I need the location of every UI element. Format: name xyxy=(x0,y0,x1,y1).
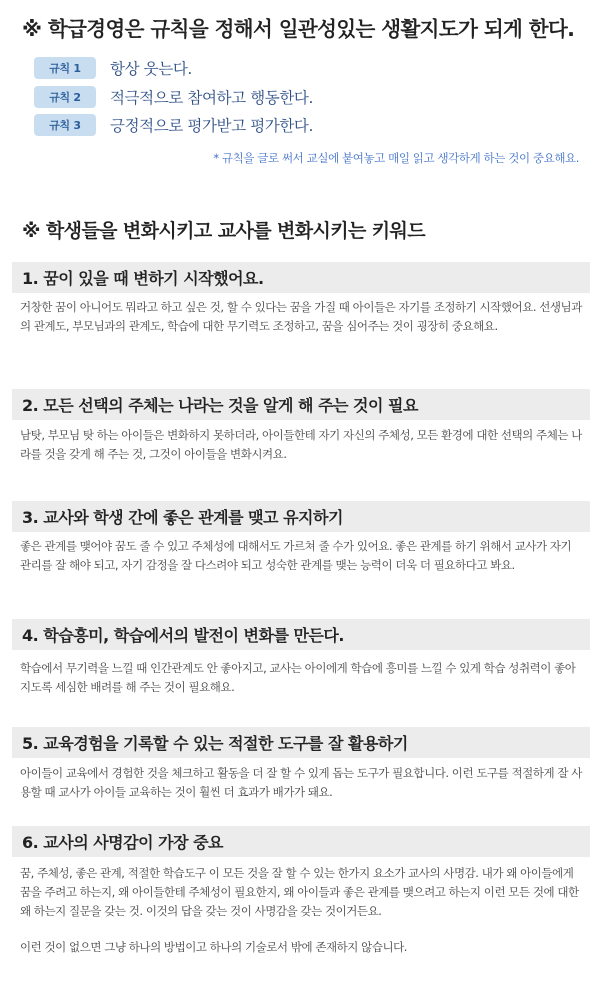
section-body-3 xyxy=(20,537,585,575)
section-paragraph: 아이들이 교육에서 경험한 것을 체크하고 활동을 더 잘 할 수 있게 돕는 도구가 필요합니다. 이런 도구를 적절하게 잘 사용할 때 교사가 아이들 교육하는 것이 훨씬 더 효과가 배가가 돼요. xyxy=(20,766,582,799)
section-body-2 xyxy=(20,426,585,464)
rule-text: 적극적으로 참여하고 행동한다. xyxy=(110,89,314,107)
rule-item-2 xyxy=(34,86,313,108)
section-body-1 xyxy=(20,298,585,336)
section-title-5: 5. 교육경험을 기록할 수 있는 적절한 도구를 잘 활용하기 xyxy=(12,727,590,758)
section-title-6: 6. 교사의 사명감이 가장 중요 xyxy=(12,826,590,857)
section-title-2: 2. 모든 선택의 주체는 나라는 것을 알게 해 주는 것이 필요 xyxy=(12,389,590,420)
section-paragraph: 좋은 관계를 맺어야 꿈도 줄 수 있고 주체성에 대해서도 가르쳐 줄 수가 있어요. 좋은 관계를 하기 위해서 교사가 자기 관리를 잘 해야 되고, 자기 감정을 잘 다스려야 되고 성숙한 관계를 맺는 능력이 더욱 더 필요하다고 봐요. xyxy=(20,539,572,572)
section-paragraph: 거창한 꿈이 아니어도 뭐라고 하고 싶은 것, 할 수 있다는 꿈을 가질 때 아이들은 자기를 조정하기 시작했어요. 선생님과의 관계도, 부모님과의 관계도, 학습에 대한 무기력도 조정하고, 꿈을 심어주는 것이 굉장히 중요해요. xyxy=(20,300,582,333)
section-paragraph: 남탓, 부모님 탓 하는 아이들은 변화하지 못하더라, 아이들한테 자기 자신의 주체성, 모든 환경에 대한 선택의 주체는 나라를 것을 갖게 해 주는 것, 그것이 아이들을 변화시켜요. xyxy=(20,428,582,461)
heading-keywords: ※ 학생들을 변화시키고 교사를 변화시키는 키워드 xyxy=(22,220,426,242)
heading-rules: ※ 학급경영은 규칙을 정해서 일관성있는 생활지도가 되게 한다. xyxy=(22,17,575,41)
rule-badge: 규칙 2 xyxy=(34,86,96,108)
section-title-3: 3. 교사와 학생 간에 좋은 관계를 맺고 유지하기 xyxy=(12,501,590,532)
section-title-4: 4. 학습흥미, 학습에서의 발전이 변화를 만든다. xyxy=(12,619,590,650)
rule-item-1 xyxy=(34,57,192,79)
rule-badge: 규칙 1 xyxy=(34,57,96,79)
section-paragraph: 학습에서 무기력을 느낄 때 인간관계도 안 좋아지고, 교사는 아이에게 학습에 흥미를 느낄 수 있게 학습 성취력이 좋아지도록 세심한 배려를 해 주는 것이 필요해요. xyxy=(20,661,576,694)
section-body-4 xyxy=(20,659,585,697)
section-body-5 xyxy=(20,764,585,802)
section-title-1: 1. 꿈이 있을 때 변하기 시작했어요. xyxy=(12,262,590,293)
rule-badge: 규칙 3 xyxy=(34,114,96,136)
section-paragraph: 이런 것이 없으면 그냥 하나의 방법이고 하나의 기술로서 밖에 존재하지 않습니다. xyxy=(20,940,408,954)
rule-text: 긍정적으로 평가받고 평가한다. xyxy=(110,117,314,135)
rule-text: 항상 웃는다. xyxy=(110,60,192,78)
section-body-6 xyxy=(20,864,585,957)
section-paragraph: 꿈, 주체성, 좋은 관계, 적절한 학습도구 이 모든 것을 잘 할 수 있는 한가지 요소가 교사의 사명감. 내가 왜 아이들에게 꿈을 주려고 하는지, 왜 아이들한테 주체성이 필요한지, 왜 아이들과 좋은 관계를 맺으려고 하는지 이런 모든 것에 대한 왜 하는지 질문을 갖는 것. 이것의 답을 갖는 것이 사명감을 갖는 것이거든요. xyxy=(20,866,579,918)
rule-item-3 xyxy=(34,114,313,136)
rules-note: * 규칙을 글로 써서 교실에 붙여놓고 매일 읽고 생각하게 하는 것이 중요해요. xyxy=(213,151,579,165)
